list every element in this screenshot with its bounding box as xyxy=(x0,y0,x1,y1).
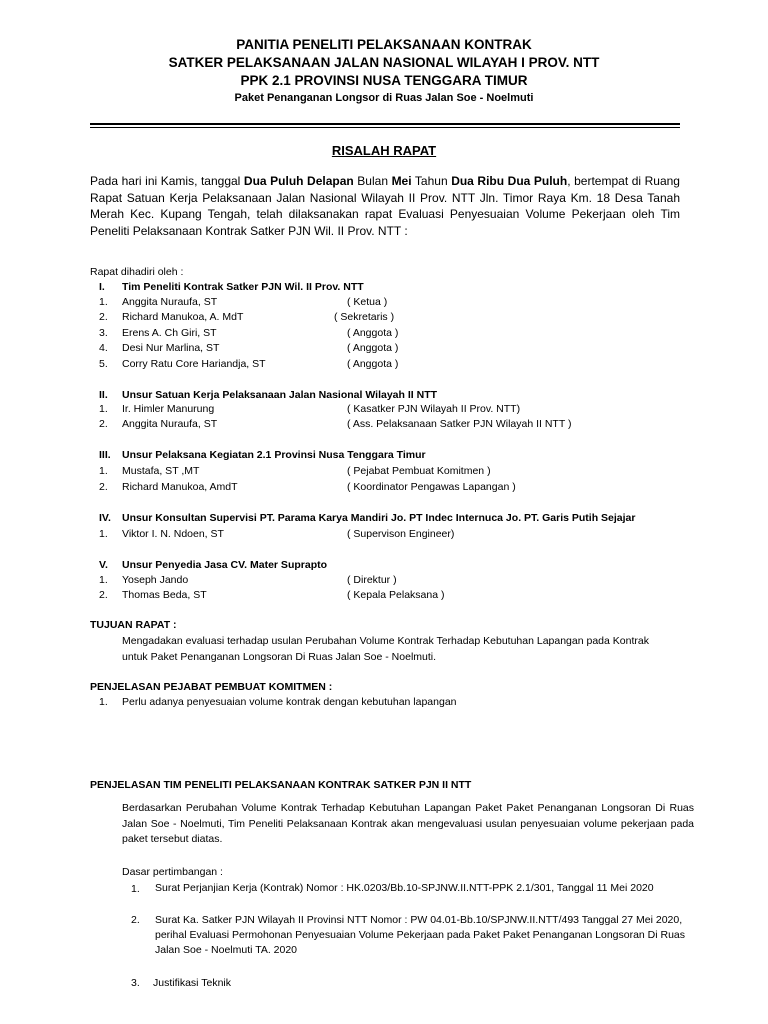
member-role: ( Anggota ) xyxy=(347,358,399,370)
member-name: Mustafa, ST ,MT xyxy=(122,465,200,477)
member-role: ( Anggota ) xyxy=(347,327,399,339)
group-title: Unsur Konsultan Supervisi PT. Parama Karya Mandiri Jo. PT Indec Internuca Jo. PT. Garis Putih Sejajar xyxy=(122,512,636,524)
member-name: Erens A. Ch Giri, ST xyxy=(122,327,217,339)
ppk-item-number: 1. xyxy=(99,696,108,708)
ppk-heading: PENJELASAN PEJABAT PEMBUAT KOMITMEN : xyxy=(90,681,333,693)
header-divider-thin xyxy=(90,127,680,128)
member-role: ( Kasatker PJN Wilayah II Prov. NTT) xyxy=(347,403,521,415)
member-name: Anggita Nuraufa, ST xyxy=(122,296,218,308)
group-title: Unsur Pelaksana Kegiatan 2.1 Provinsi Nusa Tenggara Timur xyxy=(122,449,426,461)
member-number: 2. xyxy=(99,589,108,601)
member-number: 2. xyxy=(99,311,108,323)
member-number: 1. xyxy=(99,403,108,415)
group-number: V. xyxy=(99,559,108,571)
member-name: Desi Nur Marlina, ST xyxy=(122,342,220,354)
group-title: Unsur Penyedia Jasa CV. Mater Suprapto xyxy=(122,559,328,571)
group-number: III. xyxy=(99,449,111,461)
member-number: 1. xyxy=(99,296,108,308)
member-name: Thomas Beda, ST xyxy=(122,589,207,601)
member-role: ( Sekretaris ) xyxy=(334,311,395,323)
dasar-label: Dasar pertimbangan : xyxy=(122,866,223,878)
group-number: IV. xyxy=(99,512,111,524)
tujuan-text: Mengadakan evaluasi terhadap usulan Perubahan Volume Kontrak Terhadap Kebutuhan Lapangan pada Kontrak untuk Paket Penanganan Longsoran Di Ruas Jalan Soe - Noelmuti. xyxy=(122,635,649,663)
member-name: Anggita Nuraufa, ST xyxy=(122,418,218,430)
member-name: Corry Ratu Core Hariandja, ST xyxy=(122,358,266,370)
ppk-item-text: Perlu adanya penyesuaian volume kontrak dengan kebutuhan lapangan xyxy=(122,696,457,708)
tim-heading: PENJELASAN TIM PENELITI PELAKSANAAN KONTRAK SATKER PJN II NTT xyxy=(90,779,472,791)
dasar-text: Justifikasi Teknik xyxy=(153,977,232,989)
member-number: 1. xyxy=(99,528,108,540)
header-ppk: PPK 2.1 PROVINSI NUSA TENGGARA TIMUR xyxy=(240,73,528,88)
intro-paragraph: Pada hari ini Kamis, tanggal Dua Puluh Delapan Bulan Mei Tahun Dua Ribu Dua Puluh, bertempat di Ruang Rapat Satuan Kerja Pelaksanaan Jalan Nasional Wilayah II Prov. NTT Jln. Timor Raya Km. 18 Desa Tanah Merah Kec. Kupang Tengah, telah dilaksanakan rapat Evaluasi Penyesuaian Volume Pekerjaan oleh Tim Peneliti Pelaksanaan Kontrak Satker PJN Wil. II Prov. NTT : xyxy=(90,174,680,238)
member-name: Ir. Himler Manurung xyxy=(122,403,215,415)
member-name: Richard Manukoa, AmdT xyxy=(122,481,238,493)
member-number: 5. xyxy=(99,358,108,370)
header-package: Paket Penanganan Longsor di Ruas Jalan Soe - Noelmuti xyxy=(234,92,534,104)
group-title: Tim Peneliti Kontrak Satker PJN Wil. II Prov. NTT xyxy=(122,281,364,293)
header-divider-thick xyxy=(90,123,680,125)
member-role: ( Anggota ) xyxy=(347,342,399,354)
member-role: ( Direktur ) xyxy=(347,574,397,586)
dasar-text: Surat Perjanjian Kerja (Kontrak) Nomor : HK.0203/Bb.10-SPJNW.II.NTT-PPK 2.1/301, Tanggal 11 Mei 2020 xyxy=(155,882,654,894)
document-title: RISALAH RAPAT xyxy=(331,143,437,158)
member-role: ( Koordinator Pengawas Lapangan ) xyxy=(347,481,516,493)
member-number: 3. xyxy=(99,327,108,339)
member-role: ( Ketua ) xyxy=(347,296,388,308)
member-number: 2. xyxy=(99,481,108,493)
attendance-label: Rapat dihadiri oleh : xyxy=(90,266,184,278)
member-role: ( Supervison Engineer) xyxy=(347,528,455,540)
group-number: I. xyxy=(99,281,105,293)
group-number: II. xyxy=(99,389,108,401)
member-role: ( Ass. Pelaksanaan Satker PJN Wilayah II NTT ) xyxy=(347,418,572,430)
tujuan-heading: TUJUAN RAPAT : xyxy=(90,619,177,631)
member-role: ( Pejabat Pembuat Komitmen ) xyxy=(347,465,491,477)
member-name: Richard Manukoa, A. MdT xyxy=(122,311,244,323)
member-number: 1. xyxy=(99,465,108,477)
member-number: 2. xyxy=(99,418,108,430)
member-role: ( Kepala Pelaksana ) xyxy=(347,589,445,601)
header-satker: SATKER PELAKSANAAN JALAN NASIONAL WILAYAH I PROV. NTT xyxy=(168,55,600,70)
group-title: Unsur Satuan Kerja Pelaksanaan Jalan Nasional Wilayah II NTT xyxy=(122,389,438,401)
dasar-number: 2. xyxy=(131,914,140,926)
header-committee: PANITIA PENELITI PELAKSANAAN KONTRAK xyxy=(236,37,532,52)
member-number: 4. xyxy=(99,342,108,354)
dasar-text: Surat Ka. Satker PJN Wilayah II Provinsi NTT Nomor : PW 04.01-Bb.10/SPJNW.II.NTT/493 Tanggal 27 Mei 2020, perihal Evaluasi Permohonan Penyesuaian Volume Pekerjaan pada Paket Paket Penanganan Longsoran Di Ruas Jalan Soe - Noelmuti TA. 2020 xyxy=(155,914,686,956)
member-name: Yoseph Jando xyxy=(122,574,189,586)
member-number: 1. xyxy=(99,574,108,586)
tim-text: Berdasarkan Perubahan Volume Kontrak Terhadap Kebutuhan Lapangan Paket Paket Penanganan Longsoran Di Ruas Jalan Soe - Noelmuti, Tim Peneliti Pelaksanaan Kontrak akan mengevaluasi usulan penyesuaian volume pekerjaan pada paket tersebut diatas. xyxy=(122,802,694,845)
dasar-number: 3. xyxy=(131,977,140,989)
dasar-number: 1. xyxy=(131,883,140,895)
member-name: Viktor I. N. Ndoen, ST xyxy=(122,528,224,540)
